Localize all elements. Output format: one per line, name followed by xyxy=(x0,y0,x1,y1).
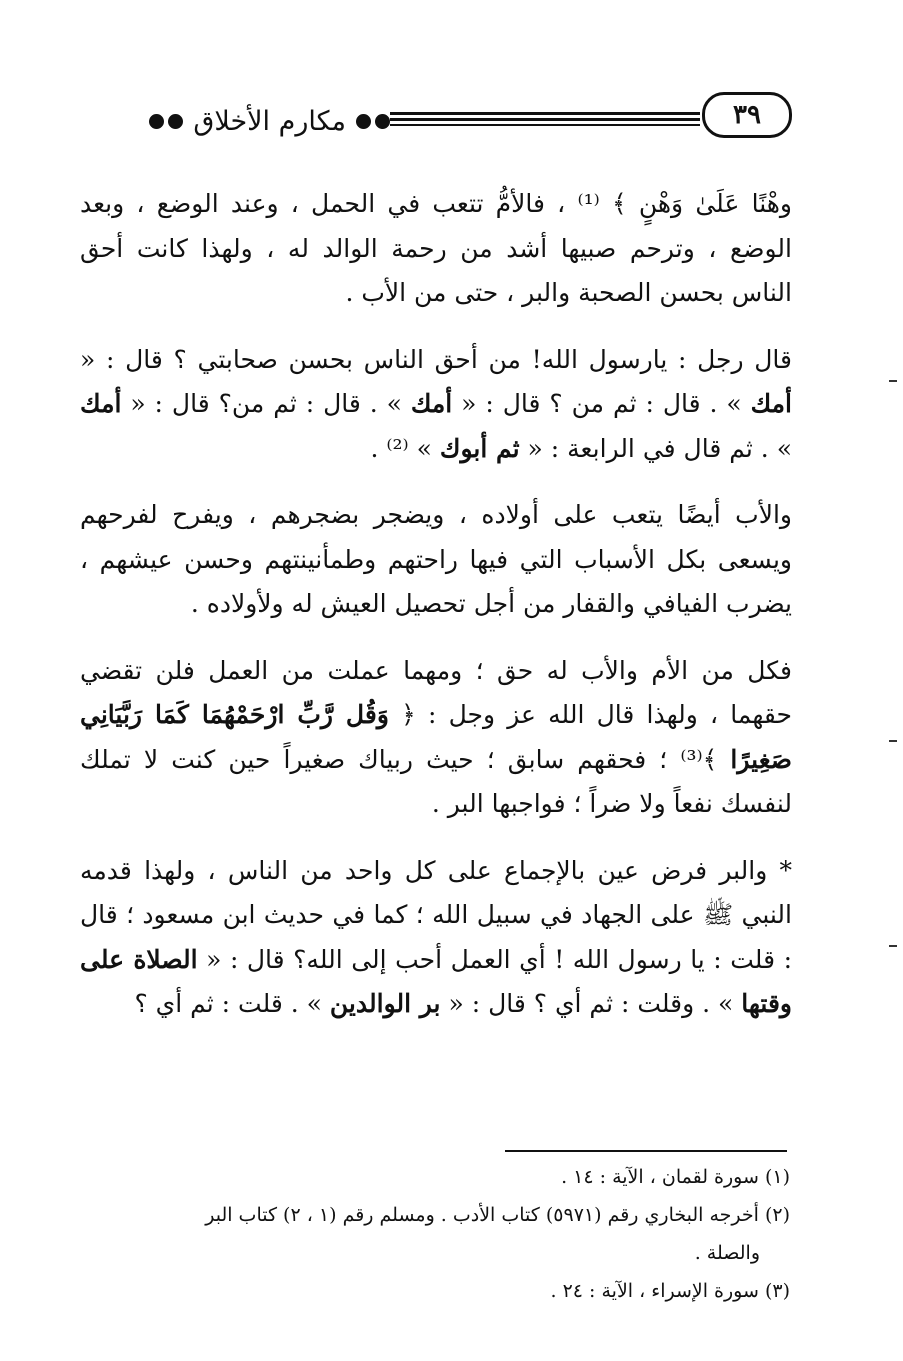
paragraph-text xyxy=(80,338,792,472)
footnotes xyxy=(90,1160,790,1312)
text-run: » . قال : ثم من؟ قال : « xyxy=(121,389,411,418)
paragraph-4 xyxy=(80,649,792,827)
text-run: » . قال : ثم من ؟ قال : « xyxy=(452,389,751,418)
ornament-dots-icon xyxy=(356,114,390,129)
footnote-2: (٢) أخرجه البخاري رقم (٥٩٧١) كتاب الأدب . ومسلم رقم (١ ، ٢) كتاب البر xyxy=(205,1204,790,1226)
paragraph-text: والأب أيضًا يتعب على أولاده ، ويضجر بضجرهم ، ويفرح لفرحهم ويسعى بكل الأسباب التي فيها راحتهم وطمأنينتهم وحسن عيشهم ، يضرب الفيافي والقفار من أجل تحصيل العيش له ولأولاده . xyxy=(80,500,792,618)
text-run: » . قلت : ثم أي ؟ xyxy=(134,989,330,1018)
paragraph-text xyxy=(80,849,792,1027)
text-run: ﴾⁽³⁾ ؛ فحقهم سابق ؛ حيث ربياك صغيراً حين كنت لا تملك لنفسك نفعاً ولا ضراً ؛ فواجبها البر . xyxy=(80,744,792,818)
hadith-quote: أمك xyxy=(410,389,453,418)
paragraph-1 xyxy=(80,182,792,316)
quran-verse: وَقُل رَّبِّ ارْحَمْهُمَا كَمَا رَبَّيَانِي صَغِيرًا xyxy=(80,700,792,774)
text-run: * والبر فرض عين بالإجماع على كل واحد من الناس ، ولهذا قدمه النبي ﷺ على الجهاد في سبيل الله ؛ كما في حديث ابن مسعود ؛ قال : قلت : يا رسول الله ! أي العمل أحب إلى الله؟ قال : « xyxy=(80,855,792,974)
text-run: ثم قال في الرابعة : « xyxy=(519,433,753,463)
header-rule xyxy=(390,112,700,129)
page-header xyxy=(82,92,792,156)
hadith-quote: الصلاة على وقتها xyxy=(80,944,792,1018)
margin-mark xyxy=(889,380,897,382)
margin-mark xyxy=(889,945,897,947)
hadith-quote: بر الوالدين xyxy=(329,989,441,1018)
header-title-group xyxy=(149,106,390,137)
text-run: » . وقلت : ثم أي ؟ قال : « xyxy=(440,989,742,1018)
paragraph-3 xyxy=(80,493,792,627)
footnote-1: (١) سورة لقمان ، الآية : ١٤ . xyxy=(561,1166,790,1188)
text-run: قال رجل : يارسول الله! من أحق الناس بحسن صحابتي ؟ قال : xyxy=(106,344,792,374)
text-run: « xyxy=(80,344,96,374)
paragraph-2 xyxy=(80,338,792,472)
text-run: » ⁽²⁾ . xyxy=(370,433,440,463)
main-text xyxy=(80,182,792,1049)
paragraph-text xyxy=(80,649,792,827)
footnote-divider xyxy=(505,1150,787,1152)
ornament-dots-icon xyxy=(149,114,183,129)
footnote-2-continued: والصلة . xyxy=(694,1242,760,1264)
book-title: مكارم الأخلاق xyxy=(193,106,346,137)
margin-mark xyxy=(889,740,897,742)
hadith-quote: أمك xyxy=(80,389,122,418)
paragraph-text: وهْنًا عَلَىٰ وَهْنٍ ﴾ ⁽¹⁾ ، فالأمُّ تتعب في الحمل ، وعند الوضع ، وبعد الوضع ، وترحم صبيها أشد من رحمة الوالد له ، ولهذا كانت أحق الناس بحسن الصحبة والبر ، حتى من الأب . xyxy=(80,189,792,307)
hadith-quote: أمك xyxy=(750,389,792,418)
hadith-quote: ثم أبوك xyxy=(439,433,520,463)
paragraph-5 xyxy=(80,849,792,1027)
text-run: » . xyxy=(760,433,792,463)
footnote-3: (٣) سورة الإسراء ، الآية : ٢٤ . xyxy=(550,1280,790,1302)
page-number: ٣٩ xyxy=(702,92,792,138)
text-run: فكل من الأم والأب له حق ؛ ومهما عملت من العمل فلن تقضي حقهما ، ولهذا قال الله عز وجل : ﴿ xyxy=(80,655,792,729)
